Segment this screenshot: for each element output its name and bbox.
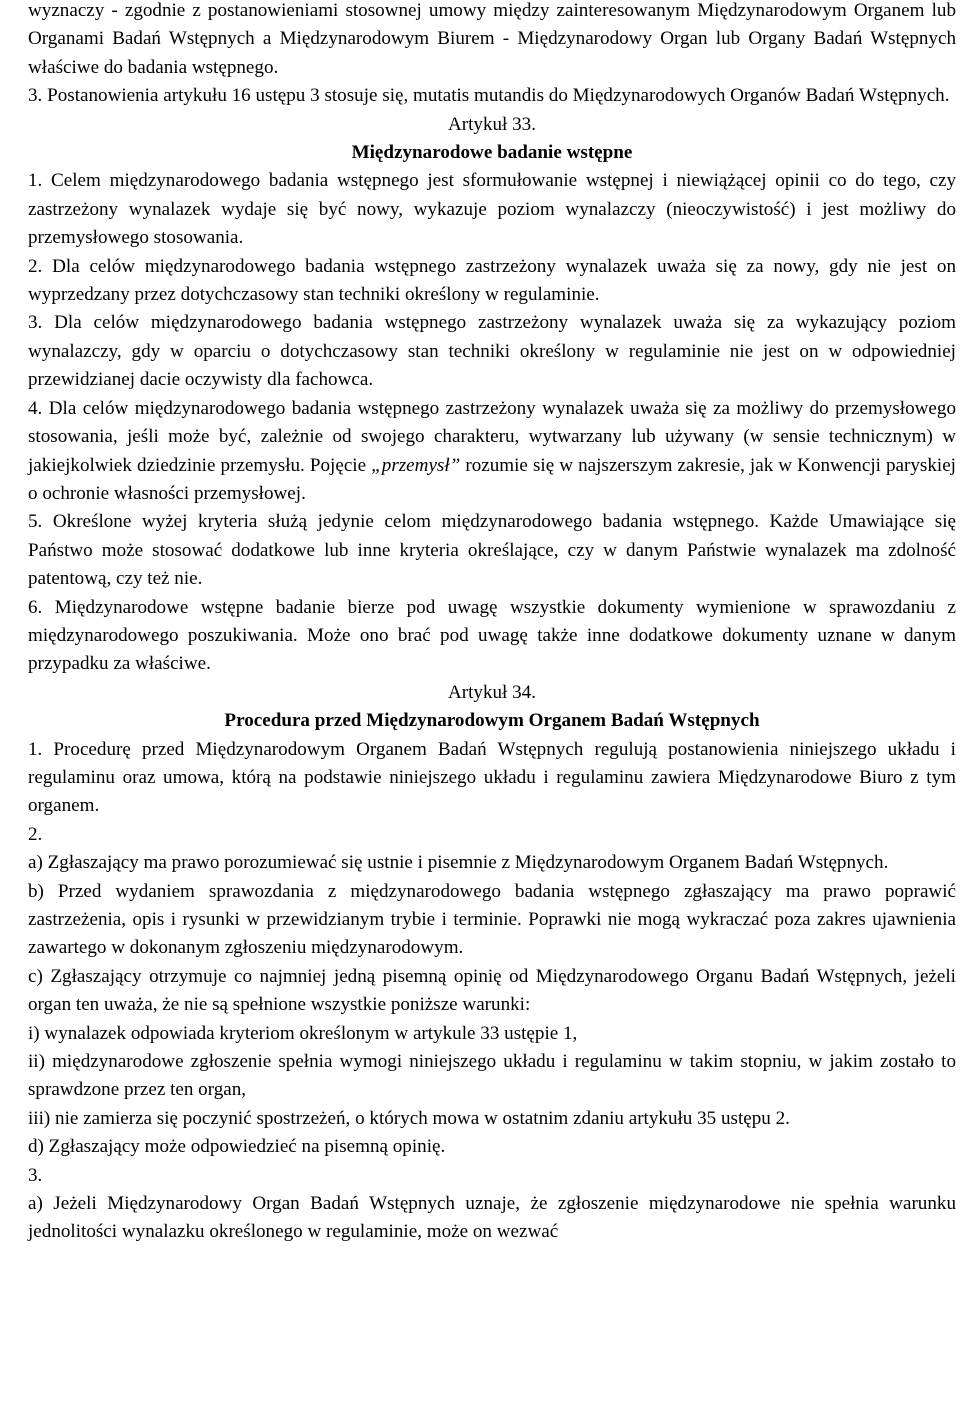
list-item: ii) międzynarodowe zgłoszenie spełnia wymogi niniejszego układu i regulaminu w takim stopniu, w jakim zostało to sprawdzone przez ten organ,: [28, 1051, 956, 1101]
paragraph: [28, 395, 956, 509]
list-item: b) Przed wydaniem sprawozdania z międzynarodowego badania wstępnego zgłaszający ma prawo poprawić zastrzeżenia, opis i rysunki w przewidzianym trybie i terminie. Poprawki nie mogą wykraczać poza zakres ujawnienia zawartego w dokonanym zgłoszeniu międzynarodowym.: [28, 880, 956, 959]
article-heading: Procedura przed Międzynarodowym Organem Badań Wstępnych: [224, 710, 760, 732]
article-heading: Międzynarodowe badanie wstępne: [351, 142, 633, 164]
paragraph: 1. Procedurę przed Międzynarodowym Organem Badań Wstępnych regulują postanowienia niniejszego układu i regulaminu oraz umowa, którą na podstawie niniejszego układu i regulaminu zawiera Międzynarodowe Biuro z tym organem.: [28, 738, 956, 817]
paragraph: 2. Dla celów międzynarodowego badania wstępnego zastrzeżony wynalazek uważa się za nowy, gdy nie jest on wyprzedzany przez dotychczasowy stan techniki określony w regulaminie.: [28, 255, 956, 306]
list-item: i) wynalazek odpowiada kryteriom określonym w artykule 33 ustępie 1,: [28, 1022, 578, 1044]
paragraph-text: rozumie się w najszerszym zakresie, jak w Konwencji paryskiej o ochronie własności przemysłowej.: [28, 454, 956, 504]
list-item: c) Zgłaszający otrzymuje co najmniej jedną pisemną opinię od Międzynarodowego Organu Badań Wstępnych, jeżeli organ ten uważa, że nie są spełnione wszystkie poniższe warunki:: [28, 965, 956, 1016]
list-item: a) Zgłaszający ma prawo porozumiewać się ustnie i pisemnie z Międzynarodowym Organem Badań Wstępnych.: [28, 852, 889, 874]
paragraph: 3.: [28, 1164, 43, 1186]
paragraph: 3. Dla celów międzynarodowego badania wstępnego zastrzeżony wynalazek uważa się za wykazujący poziom wynalazczy, gdy w oparciu o dotychczasowy stan techniki określony w regulaminie nie jest on w odpowiedniej przewidzianej dacie oczywisty dla fachowca.: [28, 312, 956, 391]
paragraph-text: 4. Dla celów międzynarodowego badania wstępnego zastrzeżony wynalazek uważa się za możliwy do przemysłowego stosowania, jeśli może być, zależnie od swojego charakteru, wytwarzany lub używany (w sensie technicznym) w jakiejkolwiek dziedzinie przemysłu. Pojęcie: [28, 397, 956, 476]
paragraph: 1. Celem międzynarodowego badania wstępnego jest sformułowanie wstępnej i niewiążącej opinii co do tego, czy zastrzeżony wynalazek wydaje się być nowy, wykazuje poziom wynalazczy (nieoczywistość) i jest możliwy do przemysłowego stosowania.: [28, 170, 956, 249]
paragraph: 2.: [28, 823, 43, 845]
list-item: a) Jeżeli Międzynarodowy Organ Badań Wstępnych uznaje, że zgłoszenie międzynarodowe nie spełnia warunku jednolitości wynalazku określonego w regulaminie, może on wezwać: [28, 1193, 956, 1243]
paragraph: 3. Postanowienia artykułu 16 ustępu 3 stosuje się, mutatis mutandis do Międzynarodowych Organów Badań Wstępnych.: [28, 85, 950, 107]
list-item: iii) nie zamierza się poczynić spostrzeżeń, o których mowa w ostatnim zdaniu artykułu 35 ustępu 2.: [28, 1107, 790, 1129]
article-number: Artykuł 34.: [447, 681, 537, 703]
list-item: d) Zgłaszający może odpowiedzieć na pisemną opinię.: [28, 1136, 446, 1158]
article-number: Artykuł 33.: [447, 113, 537, 135]
document-body: [28, 0, 956, 1247]
quoted-term: „przemysł”: [371, 454, 461, 476]
paragraph: wyznaczy - zgodnie z postanowieniami stosownej umowy między zainteresowanym Międzynarodowym Organem lub Organami Badań Wstępnych a Międzynarodowym Biurem - Międzynarodowy Organ lub Organy Badań Wstępnych właściwe do badania wstępnego.: [28, 0, 956, 78]
paragraph: 6. Międzynarodowe wstępne badanie bierze pod uwagę wszystkie dokumenty wymienione w sprawozdaniu z międzynarodowego poszukiwania. Może ono brać pod uwagę także inne dodatkowe dokumenty uznane w danym przypadku za właściwe.: [28, 596, 956, 675]
paragraph: 5. Określone wyżej kryteria służą jedynie celom międzynarodowego badania wstępnego. Każde Umawiające się Państwo może stosować dodatkowe lub inne kryteria określające, czy w danym Państwie wynalazek ma zdolność patentową, czy też nie.: [28, 511, 956, 590]
